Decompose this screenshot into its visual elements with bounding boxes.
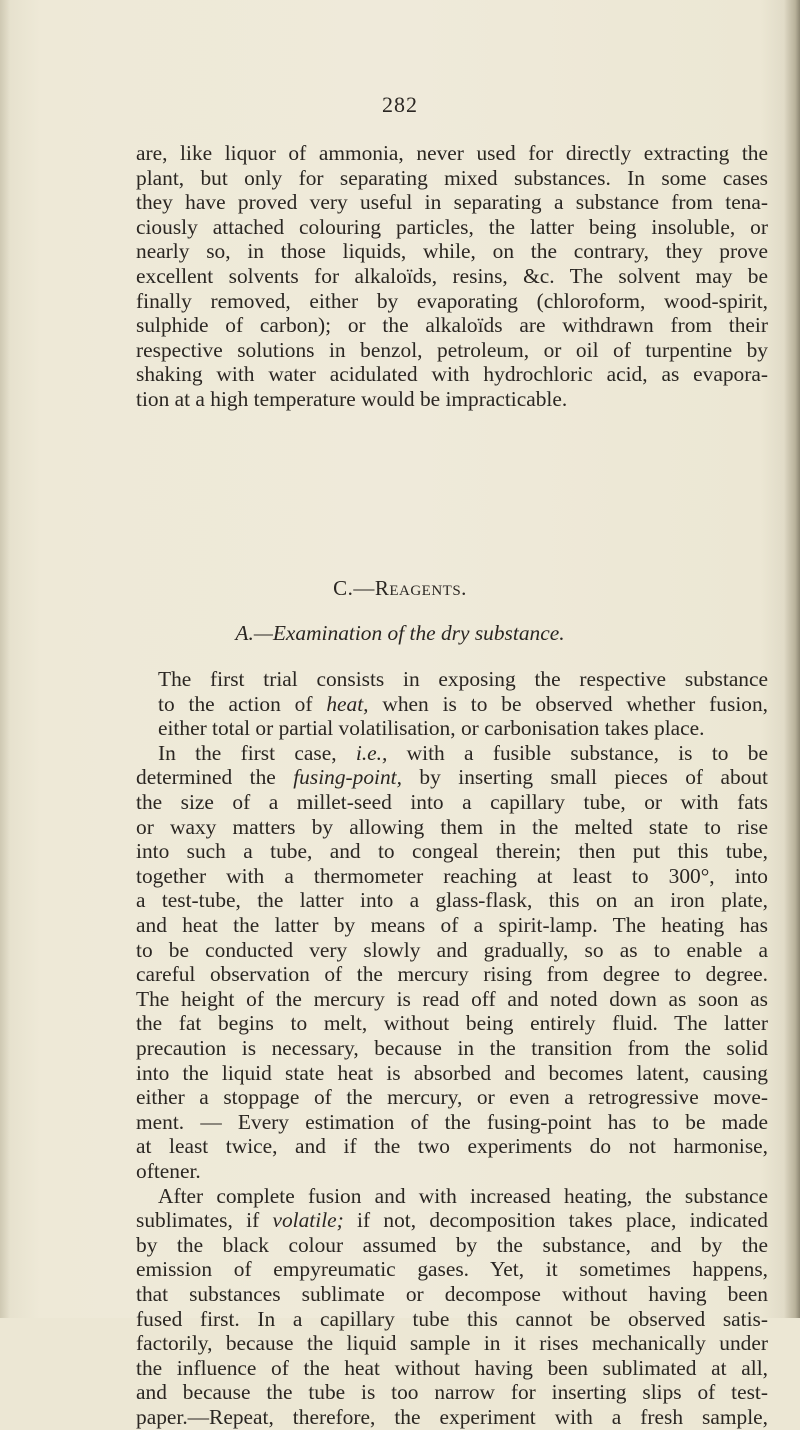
section-letter: C.— [333, 576, 375, 600]
text-line: the fat begins to melt, without being entirely fluid. The latter [136, 1011, 768, 1036]
paragraph-sublimation [136, 1184, 768, 1430]
text-line: After complete fusion and with increased heating, the substance [158, 1183, 768, 1208]
text-line: excellent solvents for alkaloïds, resins, &c. The solvent may be [136, 263, 768, 288]
paragraph-fusing-point [136, 741, 768, 1184]
text-line: careful observation of the mercury rising from degree to degree. [136, 962, 768, 987]
section-title: Reagents. [374, 576, 467, 600]
text-line: that substances sublimate or decompose without having been [136, 1281, 768, 1306]
text-line: respective solutions in benzol, petroleum, or oil of turpentine by [136, 337, 768, 362]
text-line: either total or partial volatilisation, or carbonisation takes place. [158, 716, 705, 741]
text-line: the size of a millet-seed into a capillary tube, or with fats [136, 789, 768, 814]
text-line: fused first. In a capillary tube this cannot be observed satis- [136, 1306, 768, 1331]
emphasis: heat, [326, 691, 369, 716]
text-line: oftener. [136, 1158, 201, 1183]
top-paragraph [136, 141, 768, 412]
paragraph-heat-trial [136, 667, 768, 741]
text-line: into the liquid state heat is absorbed and becomes latent, causing [136, 1060, 768, 1085]
text-line: ciously attached colouring particles, the latter being insoluble, or [136, 214, 768, 239]
section-heading [0, 576, 800, 601]
text-line: tion at a high temperature would be impracticable. [136, 386, 568, 411]
text-line: plant, but only for separating mixed substances. In some cases [136, 165, 768, 190]
text-line: The height of the mercury is read off and noted down as soon as [136, 986, 768, 1011]
emphasis: fusing-point, [293, 765, 402, 790]
text-line: In the first case, i.e., with a fusible substance, is to be [158, 740, 768, 765]
page-number: 282 [382, 92, 418, 117]
text-line: The first trial consists in exposing the respective substance [158, 667, 768, 691]
text-line: to the action of heat, when is to be observed whether fusion, [158, 691, 768, 716]
emphasis: i.e., [355, 740, 388, 765]
text-line: determined the fusing-point, by inserting small pieces of about [136, 765, 768, 790]
page-edge-shadow [784, 0, 800, 1318]
text-line: finally removed, either by evaporating (chloroform, wood-spirit, [136, 288, 768, 313]
text-line: are, like liquor of ammonia, never used for directly extracting the [136, 141, 768, 165]
text-line: either a stoppage of the mercury, or even a retrogressive move- [136, 1085, 768, 1110]
text-line: or waxy matters by allowing them in the melted state to rise [136, 814, 768, 839]
text-line: they have proved very useful in separating a substance from tena- [136, 190, 768, 215]
text-line: sublimates, if volatile; if not, decomposition takes place, indicated [136, 1208, 768, 1233]
text-line: precaution is necessary, because in the transition from the solid [136, 1035, 768, 1060]
text-line: paper.—Repeat, therefore, the experiment with a fresh sample, [136, 1404, 768, 1429]
text-line: and because the tube is too narrow for inserting slips of test- [136, 1380, 768, 1405]
spine-shadow [0, 0, 10, 1318]
text-line: the influence of the heat without having been sublimated at all, [136, 1355, 768, 1380]
text-line: into such a tube, and to congeal therein; then put this tube, [136, 839, 768, 864]
text-line: shaking with water acidulated with hydrochloric acid, as evapora- [136, 362, 768, 387]
text-line: emission of empyreumatic gases. Yet, it sometimes happens, [136, 1257, 768, 1282]
text-line: and heat the latter by means of a spirit-lamp. The heating has [136, 912, 768, 937]
text-line: by the black colour assumed by the substance, and by the [136, 1232, 768, 1257]
text-line: sulphide of carbon); or the alkaloïds are withdrawn from their [136, 313, 768, 338]
text-line: ment. — Every estimation of the fusing-point has to be made [136, 1109, 768, 1134]
subsection-heading: A.—Examination of the dry substance. [235, 621, 565, 645]
text-line: a test-tube, the latter into a glass-flask, this on an iron plate, [136, 888, 768, 913]
emphasis: volatile; [272, 1208, 344, 1233]
text-line: at least twice, and if the two experiments do not harmonise, [136, 1134, 768, 1159]
text-line: nearly so, in those liquids, while, on the contrary, they prove [136, 239, 768, 264]
text-line: factorily, because the liquid sample in it rises mechanically under [136, 1331, 768, 1356]
text-line: together with a thermometer reaching at least to 300°, into [136, 863, 768, 888]
text-line: to be conducted very slowly and gradually, so as to enable a [136, 937, 768, 962]
